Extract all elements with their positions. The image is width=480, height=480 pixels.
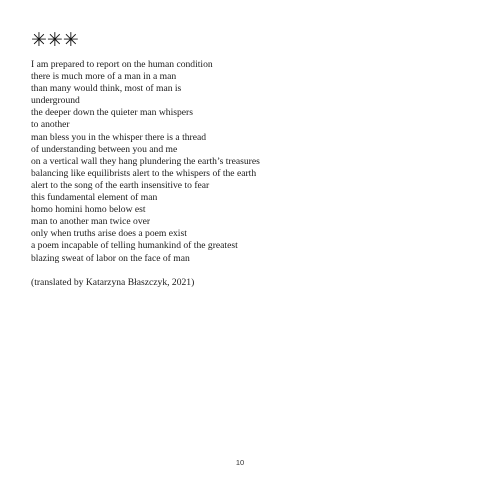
poem-line: alert to the song of the earth insensitive to fear [31,179,210,191]
poem-line: homo homini homo below est [31,204,146,216]
poem-line: underground [31,95,80,107]
poem-line: balancing like equilibrists alert to the whispers of the earth [31,167,257,179]
poem-line: the deeper down the quieter man whispers [31,107,193,119]
poem-line: man bless you in the whisper there is a thread [31,131,207,143]
poem-line: this fundamental element of man [31,192,158,204]
translator-note: (translated by Katarzyna Błaszczyk, 2021) [31,277,195,288]
poem-line: of understanding between you and me [31,143,178,155]
poem-line: only when truths arise does a poem exist [31,228,187,240]
poem-line: man to another man twice over [31,216,151,228]
poem-line: there is much more of a man in a man [31,71,177,83]
poem-line: to another [31,119,70,131]
poem-line: a poem incapable of telling humankind of the greatest [31,240,238,252]
poem-line: I am prepared to report on the human condition [31,59,213,70]
poem-body [31,59,461,265]
page-number: 10 [235,458,245,467]
poem-line: than many would think, most of man is [31,83,182,95]
poem-title: ✳✳✳ [31,29,79,51]
poem-line: on a vertical wall they hang plundering the earth’s treasures [31,155,260,167]
poem-line: blazing sweat of labor on the face of man [31,252,190,264]
